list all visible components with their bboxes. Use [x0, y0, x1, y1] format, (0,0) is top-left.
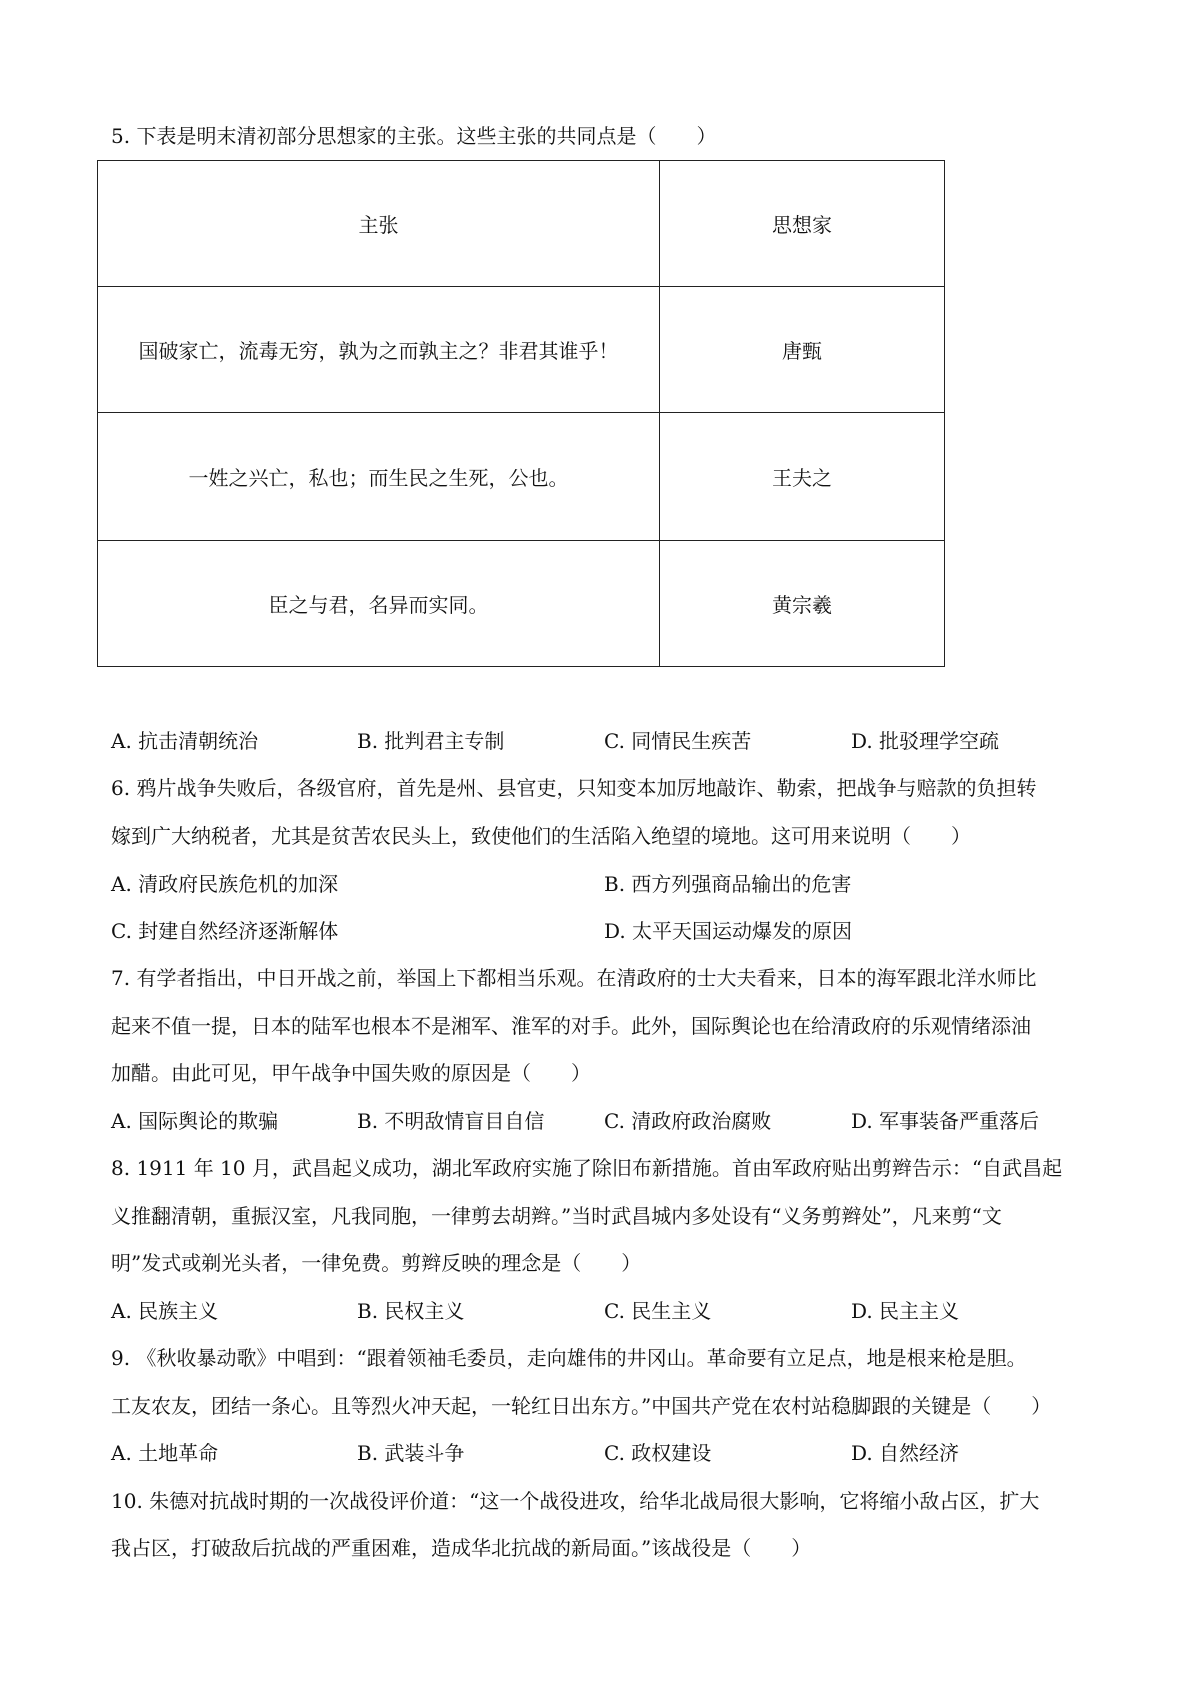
table-header-cell: 主张	[98, 161, 660, 287]
table-row	[98, 413, 945, 541]
table-cell-claim: 国破家亡，流毒无穷，孰为之而孰主之？非君其谁乎！	[98, 287, 660, 413]
table-cell-thinker: 唐甄	[660, 287, 945, 413]
question-9-option-b[interactable]: B. 武装斗争	[357, 1441, 465, 1465]
question-9-option-a[interactable]: A. 土地革命	[111, 1441, 219, 1465]
question-7-stem-line: 7. 有学者指出，中日开战之前，举国上下都相当乐观。在清政府的士大夫看来，日本的海军跟北洋水师比	[111, 966, 1037, 990]
table-row	[98, 287, 945, 413]
table-row	[98, 541, 945, 667]
question-10-stem-line: 10. 朱德对抗战时期的一次战役评价道：“这一个战役进攻，给华北战局很大影响，它将缩小敌占区，扩大	[111, 1489, 1040, 1513]
question-8-option-a[interactable]: A. 民族主义	[111, 1299, 219, 1323]
question-9-stem-line: 工友农友，团结一条心。且等烈火冲天起，一轮红日出东方。”中国共产党在农村站稳脚跟的关键是（ ）	[111, 1394, 1052, 1418]
question-7-stem-line: 起来不值一提，日本的陆军也根本不是湘军、淮军的对手。此外，国际舆论也在给清政府的乐观情绪添油	[111, 1014, 1031, 1038]
table-header-row	[98, 161, 945, 287]
question-6-option-a[interactable]: A. 清政府民族危机的加深	[111, 872, 339, 896]
question-7-stem-line: 加醋。由此可见，甲午战争中国失败的原因是（ ）	[111, 1061, 591, 1085]
question-7-option-c[interactable]: C. 清政府政治腐败	[604, 1109, 772, 1133]
question-7-option-a[interactable]: A. 国际舆论的欺骗	[111, 1109, 279, 1133]
question-5-stem: 5. 下表是明末清初部分思想家的主张。这些主张的共同点是（ ）	[111, 124, 717, 148]
question-5-option-a[interactable]: A. 抗击清朝统治	[111, 729, 259, 753]
question-8-stem-line: 8. 1911 年 10 月，武昌起义成功，湖北军政府实施了除旧布新措施。首由军政府贴出剪辫告示：“自武昌起	[111, 1156, 1063, 1180]
question-6-option-b[interactable]: B. 西方列强商品输出的危害	[604, 872, 852, 896]
question-8-stem-line: 明”发式或剃光头者，一律免费。剪辫反映的理念是（ ）	[111, 1251, 642, 1275]
question-6-stem-line: 嫁到广大纳税者，尤其是贫苦农民头上，致使他们的生活陷入绝望的境地。这可用来说明（ ）	[111, 824, 971, 848]
table-cell-thinker: 王夫之	[660, 413, 945, 541]
thinkers-table	[97, 160, 945, 667]
question-7-option-b[interactable]: B. 不明敌情盲目自信	[357, 1109, 545, 1133]
question-9-option-c[interactable]: C. 政权建设	[604, 1441, 712, 1465]
question-5-option-c[interactable]: C. 同情民生疾苦	[604, 729, 752, 753]
question-8-stem-line: 义推翻清朝，重振汉室，凡我同胞，一律剪去胡辫。”当时武昌城内多处设有“义务剪辫处”，凡来剪“文	[111, 1204, 1002, 1228]
question-9-option-d[interactable]: D. 自然经济	[851, 1441, 960, 1465]
question-6-stem-line: 6. 鸦片战争失败后，各级官府，首先是州、县官吏，只知变本加厉地敲诈、勒索，把战争与赔款的负担转	[111, 776, 1037, 800]
question-6-option-c[interactable]: C. 封建自然经济逐渐解体	[111, 919, 339, 943]
question-9-stem-line: 9. 《秋收暴动歌》中唱到：“跟着领袖毛委员，走向雄伟的井冈山。革命要有立足点，地是根来枪是胆。	[111, 1346, 1027, 1370]
table-header-cell: 思想家	[660, 161, 945, 287]
table-cell-thinker: 黄宗羲	[660, 541, 945, 667]
question-6-option-d[interactable]: D. 太平天国运动爆发的原因	[604, 919, 853, 943]
question-10-stem-line: 我占区，打破敌后抗战的严重困难，造成华北抗战的新局面。”该战役是（ ）	[111, 1536, 812, 1560]
question-8-option-d[interactable]: D. 民主主义	[851, 1299, 960, 1323]
question-7-option-d[interactable]: D. 军事装备严重落后	[851, 1109, 1040, 1133]
question-8-option-c[interactable]: C. 民生主义	[604, 1299, 712, 1323]
table-cell-claim: 臣之与君，名异而实同。	[98, 541, 660, 667]
table-cell-claim: 一姓之兴亡，私也；而生民之生死，公也。	[98, 413, 660, 541]
question-5-option-b[interactable]: B. 批判君主专制	[357, 729, 505, 753]
question-8-option-b[interactable]: B. 民权主义	[357, 1299, 465, 1323]
question-5-option-d[interactable]: D. 批驳理学空疏	[851, 729, 1000, 753]
